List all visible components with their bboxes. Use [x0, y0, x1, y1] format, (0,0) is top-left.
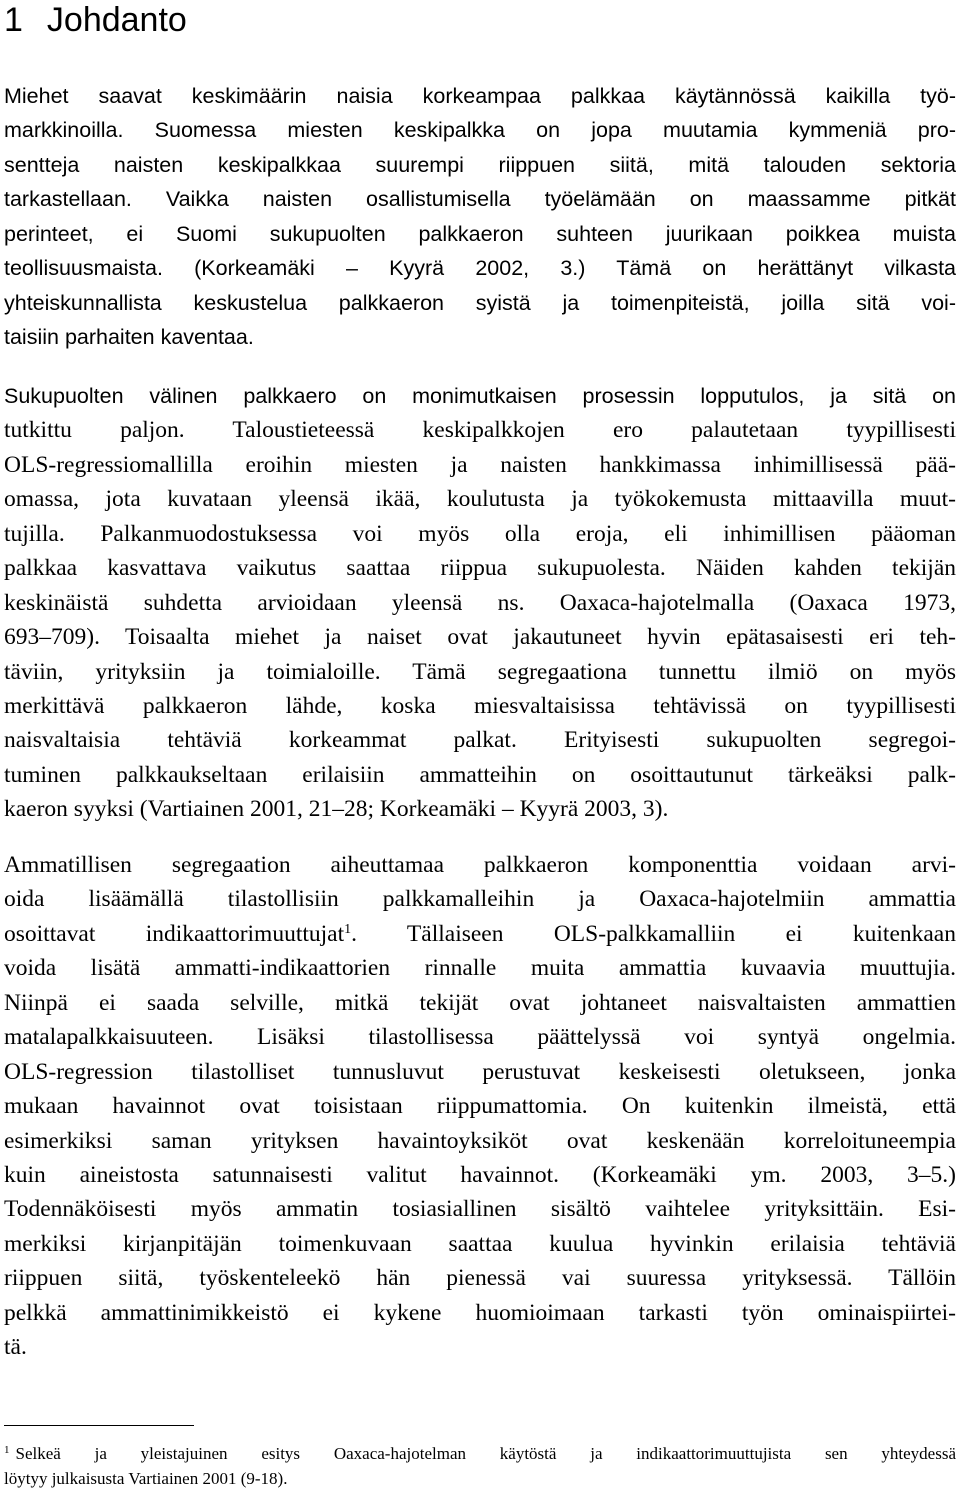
text-line: pelkkä ammattinimikkeistö ei kykene huomioimaan tarkasti työn ominaispiirtei- [4, 1299, 956, 1326]
footnote-marker: 1 [4, 1444, 10, 1456]
text-line: tujilla. Palkanmuodostuksessa voi myös olla eroja, eli inhimillisen pääoman [4, 520, 956, 547]
text-line: kaeron syyksi (Vartiainen 2001, 21–28; Korkeamäki – Kyyrä 2003, 3). [4, 796, 669, 823]
footnote [4, 1441, 956, 1491]
text-line: sentteja naisten keskipalkkaa suurempi riippuen siitä, mitä talouden sektoria [4, 152, 956, 177]
section-title: Johdanto [46, 1, 187, 39]
text-line: Todennäköisesti myös ammatin tosiasiallinen sisältö vaihtelee yrityksittäin. Esi- [4, 1196, 956, 1223]
text-line: yhteiskunnallista keskustelua palkkaeron syistä ja toimenpiteistä, joilla sitä voi- [4, 290, 956, 315]
footnote-line: löytyy julkaisusta Vartiainen 2001 (9-18). [4, 1469, 288, 1488]
text-line: oida lisäämällä tilastollisiin palkkamalleihin ja Oaxaca-hajotelmiin ammattia [4, 886, 956, 913]
paragraph-wage-gap [4, 379, 956, 827]
text-line: Miehet saavat keskimäärin naisia korkeampaa palkkaa käytännössä kaikilla työ- [4, 84, 956, 108]
footnote-text: Selkeä ja yleistajuinen esitys Oaxaca-hajotelman käytöstä ja indikaattorimuuttujista sen yhteydessä [15, 1444, 956, 1463]
text-line: 693–709). Toisaalta miehet ja naiset ovat jakautuneet hyvin epätasaisesti eri teh- [4, 624, 956, 651]
text-line: markkinoilla. Suomessa miesten keskipalkka on jopa muutamia kymmeniä pro- [4, 118, 956, 143]
text-line: OLS-regressiomallilla eroihin miesten ja naisten hankkimassa inhimillisessä pää- [4, 451, 956, 478]
section-number: 1 [4, 1, 23, 39]
text-line: keskinäistä suhdetta arvioidaan yleensä ns. Oaxaca-hajotelmalla (Oaxaca 1973, [4, 589, 956, 616]
footnote-reference[interactable]: 1 [344, 921, 352, 937]
text-line: naisvaltaisia tehtäviä korkeammat palkat. Erityisesti sukupuolten segregoi- [4, 727, 956, 754]
paragraph-segregation [4, 848, 956, 1365]
footnote-divider [4, 1425, 194, 1426]
text-line: omassa, jota kuvataan yleensä ikää, koulutusta ja työkokemusta mittaavilla muut- [4, 486, 956, 513]
text-line: kuin aineistosta satunnaisesti valitut havainnot. (Korkeamäki ym. 2003, 3–5.) [4, 1161, 956, 1188]
section-heading [4, 0, 187, 40]
text-fragment: . Tällaiseen OLS-palkkamalliin ei kuitenkaan [351, 920, 956, 947]
text-line: palkkaa kasvattava vaikutus saattaa riippua sukupuolesta. Näiden kahden tekijän [4, 555, 956, 582]
text-line: taisiin parhaiten kaventaa. [4, 325, 254, 350]
text-line: täviin, yrityksiin ja toimialoille. Tämä segregaationa tunnettu ilmiö on myös [4, 658, 956, 685]
text-line: tarkastellaan. Vaikka naisten osallistumisella työelämään on maassamme pitkät [4, 187, 956, 212]
text-line: matalapalkkaisuuteen. Lisäksi tilastollisessa päättelyssä voi syntyä ongelmia. [4, 1024, 956, 1051]
text-line-with-footnote [4, 917, 956, 951]
text-line: merkiksi kirjanpitäjän toimenkuvaan saattaa kuulua hyvinkin erilaisia tehtäviä [4, 1230, 956, 1257]
text-line: Sukupuolten välinen palkkaero on monimutkaisen prosessin lopputulos, ja sitä on [4, 384, 956, 408]
text-line: mukaan havainnot ovat toisistaan riippumattomia. On kuitenkin ilmeistä, että [4, 1093, 956, 1120]
text-line: riippuen siitä, työskenteleekö hän pienessä vai suuressa yrityksessä. Tällöin [4, 1265, 956, 1292]
text-line: tä. [4, 1334, 27, 1361]
text-line: OLS-regression tilastolliset tunnusluvut perustuvat keskeisesti oletukseen, jonka [4, 1058, 956, 1085]
text-line: tutkittu paljon. Taloustieteessä keskipalkkojen ero palautetaan tyypillisesti [4, 417, 956, 444]
text-line: Ammatillisen segregaation aiheuttamaa palkkaeron komponenttia voidaan arvi- [4, 852, 956, 878]
text-line: Niinpä ei saada selville, mitkä tekijät ovat johtaneet naisvaltaisten ammattien [4, 989, 956, 1016]
text-line: teollisuusmaista. (Korkeamäki – Kyyrä 2002, 3.) Tämä on herättänyt vilkasta [4, 256, 956, 281]
text-line: merkittävä palkkaeron lähde, koska miesvaltaisissa tehtävissä on tyypillisesti [4, 692, 956, 719]
text-line: esimerkiksi saman yrityksen havaintoyksiköt ovat keskenään korreloituneempia [4, 1127, 956, 1154]
text-line: tuminen palkkaukseltaan erilaisiin ammatteihin on osoittautunut tärkeäksi palk- [4, 761, 956, 788]
text-line: voida lisätä ammatti-indikaattorien rinnalle muita ammattia kuvaavia muuttujia. [4, 955, 956, 982]
footnote-line [4, 1441, 956, 1466]
text-fragment: osoittavat indikaattorimuuttujat [4, 920, 345, 947]
text-line: perinteet, ei Suomi sukupuolten palkkaeron suhteen juurikaan poikkea muista [4, 221, 956, 246]
paragraph-intro [4, 79, 956, 355]
